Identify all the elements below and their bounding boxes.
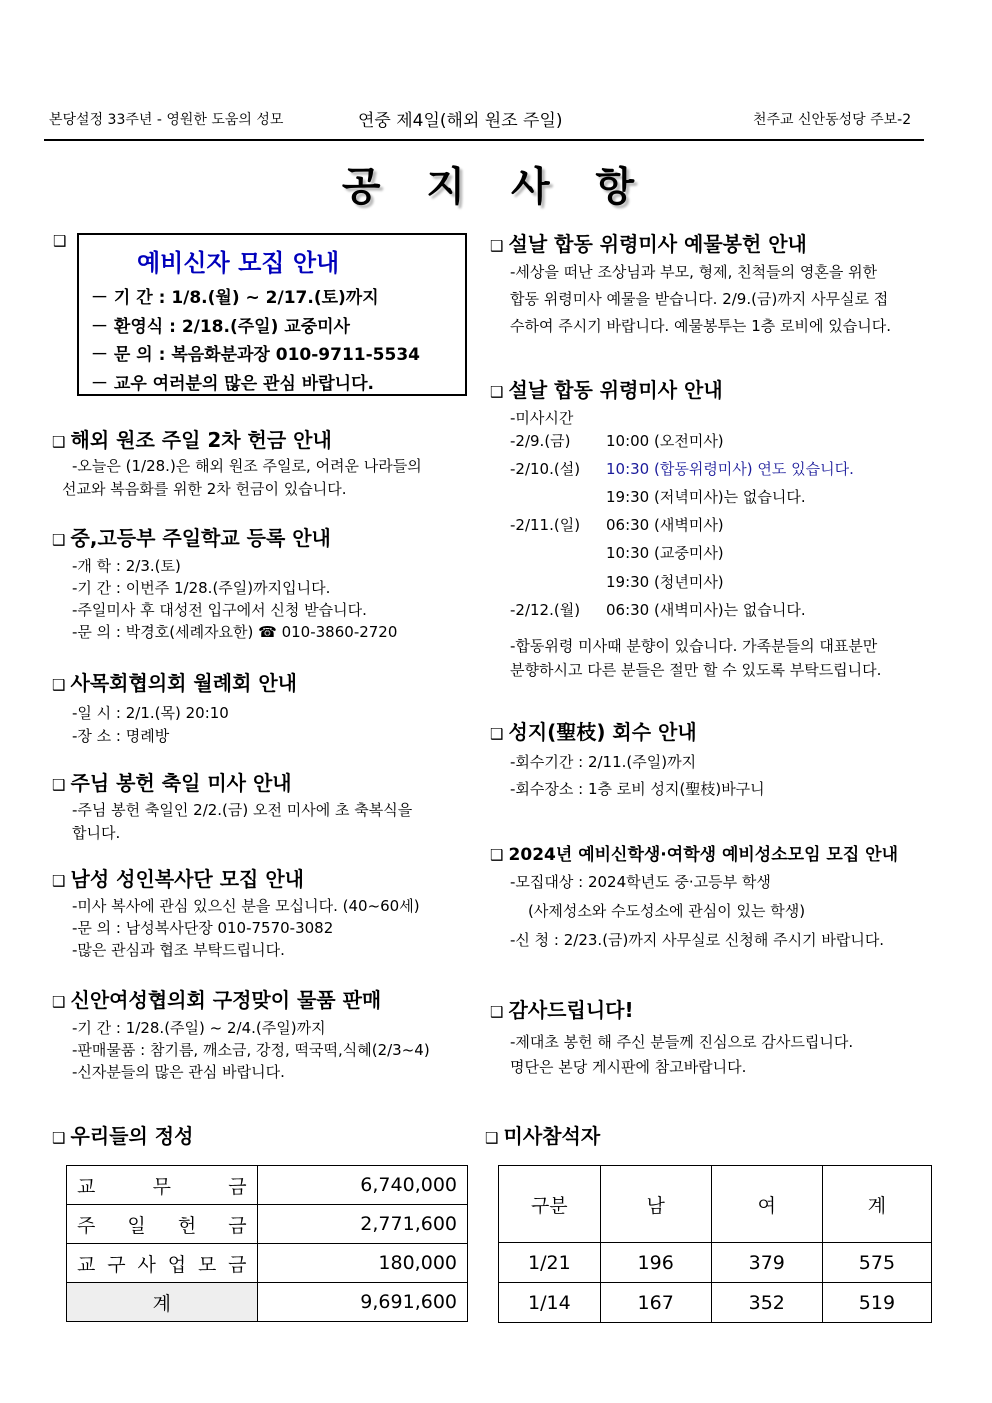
table-cell: 196 [600,1243,711,1283]
bullet-icon: ❑ [490,725,504,743]
catechumen-title: 예비신자 모집 안내 [137,249,340,277]
table-header: 구분 [499,1166,601,1243]
section-line: -장 소 : 명례방 [72,727,170,745]
bullet-icon: ❑ [52,872,66,890]
mass-date: -2/12.(월) [510,601,581,619]
mass-intro: -미사시간 [510,409,574,427]
mass-date: -2/11.(일) [510,516,581,534]
table-cell: 379 [711,1243,822,1283]
section-line: -주님 봉헌 축일인 2/2.(금) 오전 미사에 초 축복식을 [72,801,413,819]
section-title: 감사드립니다! [508,998,634,1022]
section-line: -기 간 : 1/28.(주일) ~ 2/4.(주일)까지 [72,1019,326,1037]
attendance-title: 미사참석자 [503,1124,601,1148]
finance-heading [52,1120,193,1149]
bullet-icon: ❑ [485,1129,499,1147]
table-cell [67,1244,258,1283]
finance-label: 계 [67,1283,258,1322]
table-row [499,1243,932,1283]
section-vocation [490,840,898,950]
section-line: -회수기간 : 2/11.(주일)까지 [510,753,697,771]
section-line: -오늘은 (1/28.)은 해외 원조 주일로, 어려운 나라들의 [72,457,422,475]
section-line: -일 시 : 2/1.(목) 20:10 [72,704,229,722]
section-overseas-aid [52,424,422,499]
section-presentation [52,767,412,843]
finance-label: 교 무 금 [77,1175,247,1198]
section-line: -판매물품 : 참기름, 깨소금, 강정, 떡국떡,식혜(2/3~4) [72,1041,430,1059]
finance-title: 우리들의 정성 [70,1124,194,1148]
bullet-icon: ❑ [53,232,67,250]
table-header-row [499,1166,932,1243]
section-title: 성지(聖枝) 회수 안내 [508,720,697,744]
table-header: 남 [600,1166,711,1243]
bullet-icon: ❑ [52,993,66,1011]
bullet-icon: ❑ [52,1129,66,1147]
table-cell: 1/21 [499,1243,601,1283]
table-cell [67,1205,258,1244]
bullet-icon: ❑ [490,237,504,255]
table-row [67,1244,468,1283]
section-title: 남성 성인복사단 모집 안내 [70,867,304,891]
section-line: -주일미사 후 대성전 입구에서 신청 받습니다. [72,601,367,619]
mass-time: 10:30 (교중미사) [606,544,724,562]
section-line: -문 의 : 박경호(세례자요한) ☎ 010-3860-2720 [72,623,398,641]
section-youth-school [52,522,397,642]
section-line: -회수장소 : 1층 로비 성지(聖枝)바구니 [510,780,765,798]
table-cell: 1/14 [499,1283,601,1323]
section-line: 합니다. [72,824,121,842]
mass-note: -합동위령 미사때 분향이 있습니다. 가족분들의 대표분만 [510,637,878,655]
section-altar-servers [52,863,420,960]
section-title: 해외 원조 주일 2차 헌금 안내 [70,428,332,452]
finance-label: 주 일 헌 금 [77,1214,247,1237]
section-title: 중,고등부 주일학교 등록 안내 [70,526,331,550]
section-line: -개 학 : 2/3.(토) [72,557,181,575]
mass-time: 10:30 (합동위령미사) 연도 있습니다. [606,460,854,478]
section-memorial-mass [490,374,723,428]
catechumen-line: － 기 간 : 1/8.(월) ~ 2/17.(토)까지 [91,288,379,308]
section-line: 합동 위령미사 예물을 받습니다. 2/9.(금)까지 사무실로 접 [510,290,889,308]
section-title: 사목회협의회 월례회 안내 [70,671,297,695]
table-cell: 519 [822,1283,931,1323]
section-line: -미사 복사에 관심 있으신 분을 모십니다. (40~60세) [72,897,420,915]
section-line: -많은 관심과 협조 부탁드립니다. [72,941,285,959]
finance-table [66,1165,468,1322]
table-cell [67,1166,258,1205]
mass-time: 06:30 (새벽미사) [606,516,724,534]
header-center: 연중 제4일(해외 원조 주일) [358,111,563,131]
mass-time: 10:00 (오전미사) [606,432,724,450]
catechumen-line: － 교우 여러분의 많은 관심 바랍니다. [91,374,374,394]
table-cell: 352 [711,1283,822,1323]
mass-date: -2/10.(설) [510,460,581,478]
header-left: 본당설정 33주년 - 영원한 도움의 성모 [49,112,284,128]
section-womens-sale [52,984,430,1082]
mass-time: 19:30 (저녁미사)는 없습니다. [606,488,806,506]
bullet-icon: ❑ [490,1003,504,1021]
finance-value: 2,771,600 [257,1205,467,1244]
table-header: 계 [822,1166,931,1243]
table-cell: 575 [822,1243,931,1283]
section-palm-return [490,716,765,799]
section-title: 설날 합동 위령미사 예물봉헌 안내 [508,232,807,256]
section-line: (사제성소와 수도성소에 관심이 있는 학생) [528,902,806,920]
mass-note: 분향하시고 다른 분들은 절만 할 수 있도록 부탁드립니다. [510,661,882,679]
mass-time: 06:30 (새벽미사)는 없습니다. [606,601,806,619]
section-line: 선교와 복음화를 위한 2차 헌금이 있습니다. [62,480,347,498]
header-rule [44,139,924,141]
section-line: -모집대상 : 2024학년도 중·고등부 학생 [510,873,771,891]
section-line: -제대초 봉헌 해 주신 분들께 진심으로 감사드립니다. [510,1033,854,1051]
section-line: -문 의 : 남성복사단장 010-7570-3082 [72,919,334,937]
table-cell: 167 [600,1283,711,1323]
mass-time: 19:30 (청년미사) [606,573,724,591]
finance-value: 9,691,600 [257,1283,467,1322]
table-row [67,1166,468,1205]
section-line: -기 간 : 이번주 1/28.(주일)까지입니다. [72,579,331,597]
table-row [67,1205,468,1244]
section-line: 수하여 주시기 바랍니다. 예물봉투는 1층 로비에 있습니다. [510,317,891,335]
section-title: 2024년 예비신학생·여학생 예비성소모임 모집 안내 [508,845,899,865]
catechumen-line: － 문 의 : 복음화분과장 010-9711-5534 [91,345,420,365]
bullet-icon: ❑ [490,383,504,401]
section-line: 명단은 본당 게시판에 참고바랍니다. [510,1058,747,1076]
catechumen-box [77,233,467,396]
section-line: -세상을 떠난 조상님과 부모, 형제, 친척들의 영혼을 위한 [510,263,878,281]
section-memorial-offering [490,228,891,340]
attendance-table [498,1165,932,1323]
bullet-icon: ❑ [52,531,66,549]
table-row [499,1283,932,1323]
table-row [67,1283,468,1322]
finance-value: 6,740,000 [257,1166,467,1205]
bullet-icon: ❑ [52,776,66,794]
section-line: -신자분들의 많은 관심 바랍니다. [72,1063,285,1081]
section-title: 설날 합동 위령미사 안내 [508,378,723,402]
attendance-heading [485,1120,600,1149]
page-title: 공 지 사 항 [341,164,651,210]
mass-date: -2/9.(금) [510,432,571,450]
table-header: 여 [711,1166,822,1243]
header-right: 천주교 신안동성당 주보-2 [753,112,912,128]
section-council [52,667,297,746]
bullet-icon: ❑ [52,433,66,451]
finance-value: 180,000 [257,1244,467,1283]
section-thanks [490,994,853,1077]
section-line: -신 청 : 2/23.(금)까지 사무실로 신청해 주시기 바랍니다. [510,931,885,949]
section-title: 주님 봉헌 축일 미사 안내 [70,771,292,795]
bullet-icon: ❑ [52,676,66,694]
finance-label: 교 구 사 업 모 금 [77,1253,247,1276]
bullet-icon: ❑ [490,846,504,864]
section-title: 신안여성협의회 구정맞이 물품 판매 [70,988,382,1012]
catechumen-line: － 환영식 : 2/18.(주일) 교중미사 [91,317,350,337]
